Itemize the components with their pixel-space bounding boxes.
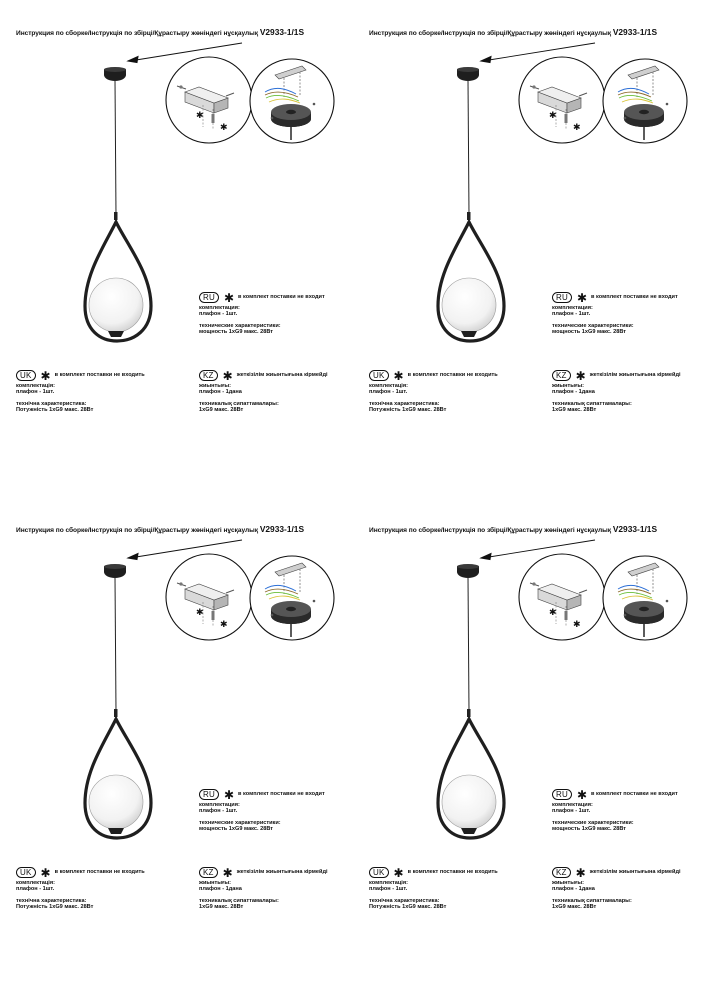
cord bbox=[468, 80, 469, 215]
ru-block bbox=[552, 789, 678, 833]
set-value: плафон - 1шт. bbox=[199, 808, 238, 815]
spec-value: Потужність 1хG9 макс. 28Вт bbox=[16, 407, 94, 414]
kz-badge: KZ bbox=[552, 370, 571, 381]
instruction-panel bbox=[0, 497, 353, 997]
lamp-diagram bbox=[0, 497, 353, 997]
uk-block bbox=[369, 867, 498, 911]
spec-value: Потужність 1хG9 макс. 28Вт bbox=[369, 904, 447, 911]
canopy bbox=[457, 67, 479, 81]
set-label: комплектація: bbox=[16, 880, 55, 886]
spec-value: Потужність 1хG9 макс. 28Вт bbox=[16, 904, 94, 911]
asterisk-marker: ✱ bbox=[196, 110, 204, 120]
canopy bbox=[104, 564, 126, 578]
detail-wiring bbox=[250, 59, 334, 143]
spec-label: технические характеристики: bbox=[199, 819, 281, 826]
set-value: плафон - 1шт. bbox=[369, 886, 408, 893]
spec-value: 1хG9 макс. 28Вт bbox=[199, 904, 244, 911]
spec-value: Потужність 1хG9 макс. 28Вт bbox=[369, 407, 447, 414]
cord bbox=[115, 80, 116, 215]
spec-label: техникалық сипаттамалары: bbox=[199, 400, 279, 407]
instruction-panel bbox=[0, 0, 353, 500]
spec-value: мощность 1хG9 макс. 28Вт bbox=[199, 329, 274, 336]
spec-value: мощность 1хG9 макс. 28Вт bbox=[199, 826, 274, 833]
ru-block bbox=[199, 789, 325, 833]
instruction-panel bbox=[353, 497, 706, 997]
asterisk-marker: ✱ bbox=[549, 607, 557, 617]
set-value: плафон - 1дана bbox=[552, 886, 595, 893]
asterisk-icon: ✱ bbox=[393, 368, 404, 383]
cord-connector bbox=[114, 212, 118, 220]
cord-connector bbox=[467, 212, 471, 220]
spec-label: технічна характеристика: bbox=[369, 400, 440, 407]
cord-connector bbox=[467, 709, 471, 717]
uk-badge: UK bbox=[16, 370, 36, 381]
asterisk-marker: ✱ bbox=[549, 110, 557, 120]
lamp-diagram bbox=[353, 0, 706, 500]
glass-shade bbox=[89, 278, 143, 332]
detail-wiring bbox=[250, 556, 334, 640]
set-label: комплектація: bbox=[16, 383, 55, 389]
detail-bracket bbox=[519, 57, 605, 143]
ru-badge: RU bbox=[552, 789, 572, 800]
set-label: жиынтығы: bbox=[552, 383, 585, 389]
canopy bbox=[457, 564, 479, 578]
asterisk-icon: ✱ bbox=[393, 865, 404, 880]
spec-value: мощность 1хG9 макс. 28Вт bbox=[552, 329, 627, 336]
kz-badge: KZ bbox=[199, 867, 218, 878]
uk-badge: UK bbox=[369, 867, 389, 878]
set-value: плафон - 1шт. bbox=[552, 311, 591, 318]
asterisk-icon: ✱ bbox=[40, 865, 51, 880]
spec-value: 1хG9 макс. 28Вт bbox=[552, 407, 597, 414]
lamp-diagram bbox=[0, 0, 353, 500]
not-included-text: в комплект поставки не входит bbox=[238, 294, 325, 301]
uk-badge: UK bbox=[369, 370, 389, 381]
asterisk-icon: ✱ bbox=[576, 787, 588, 802]
asterisk-icon: ✱ bbox=[223, 787, 235, 802]
set-value: плафон - 1дана bbox=[199, 389, 242, 396]
lamp-diagram bbox=[353, 497, 706, 997]
not-included-text: в комплект поставки не входит bbox=[238, 791, 325, 798]
model-number: V2933-1/1S bbox=[259, 524, 305, 534]
set-value: плафон - 1шт. bbox=[16, 389, 55, 396]
lamp-holder bbox=[461, 331, 477, 337]
uk-block bbox=[16, 370, 145, 414]
ru-badge: RU bbox=[199, 292, 219, 303]
asterisk-marker: ✱ bbox=[220, 619, 228, 629]
kz-block bbox=[552, 370, 681, 414]
lamp-holder bbox=[108, 331, 124, 337]
kz-block bbox=[199, 867, 328, 911]
kz-badge: KZ bbox=[552, 867, 571, 878]
uk-block bbox=[369, 370, 498, 414]
spec-label: техникалық сипаттамалары: bbox=[552, 400, 632, 407]
asterisk-icon: ✱ bbox=[576, 290, 588, 305]
asterisk-icon: ✱ bbox=[575, 865, 586, 880]
lamp-holder bbox=[108, 828, 124, 834]
spec-label: техникалық сипаттамалары: bbox=[552, 897, 632, 904]
asterisk-marker: ✱ bbox=[573, 122, 581, 132]
set-value: плафон - 1дана bbox=[552, 389, 595, 396]
spec-label: технические характеристики: bbox=[199, 322, 281, 329]
asterisk-marker: ✱ bbox=[196, 607, 204, 617]
spec-label: техникалық сипаттамалары: bbox=[199, 897, 279, 904]
spec-value: 1хG9 макс. 28Вт bbox=[199, 407, 244, 414]
set-label: жиынтығы: bbox=[199, 383, 232, 389]
model-number: V2933-1/1S bbox=[612, 27, 658, 37]
set-value: плафон - 1шт. bbox=[552, 808, 591, 815]
set-label: комплектація: bbox=[369, 880, 408, 886]
not-included-text: в комплект поставки не входить bbox=[407, 372, 498, 379]
not-included-text: в комплект поставки не входить bbox=[54, 372, 145, 379]
asterisk-icon: ✱ bbox=[40, 368, 51, 383]
ru-block bbox=[199, 292, 325, 336]
cord bbox=[115, 577, 116, 712]
detail-bracket bbox=[519, 554, 605, 640]
uk-block bbox=[16, 867, 145, 911]
asterisk-icon: ✱ bbox=[222, 865, 233, 880]
set-value: плафон - 1шт. bbox=[199, 311, 238, 318]
not-included-text: в комплект поставки не входит bbox=[591, 791, 678, 798]
spec-value: 1хG9 макс. 28Вт bbox=[552, 904, 597, 911]
spec-value: мощность 1хG9 макс. 28Вт bbox=[552, 826, 627, 833]
detail-wiring bbox=[603, 59, 687, 143]
lamp-holder bbox=[461, 828, 477, 834]
asterisk-icon: ✱ bbox=[575, 368, 586, 383]
detail-bracket bbox=[166, 554, 252, 640]
asterisk-icon: ✱ bbox=[223, 290, 235, 305]
detail-wiring bbox=[603, 556, 687, 640]
instruction-title: Инструкция по сборке/Інструкція по збірці/Құрастыру жөніндегі нұсқаулық V2933-1/1S bbox=[369, 27, 658, 37]
not-included-text: жеткізілім жиынтығына кірмейді bbox=[236, 869, 328, 876]
spec-label: технические характеристики: bbox=[552, 819, 634, 826]
set-label: комплектация: bbox=[552, 802, 593, 808]
asterisk-marker: ✱ bbox=[220, 122, 228, 132]
not-included-text: в комплект поставки не входить bbox=[407, 869, 498, 876]
glass-shade bbox=[442, 775, 496, 829]
spec-label: технічна характеристика: bbox=[16, 400, 87, 407]
spec-label: технические характеристики: bbox=[552, 322, 634, 329]
set-label: комплектация: bbox=[199, 305, 240, 311]
not-included-text: жеткізілім жиынтығына кірмейді bbox=[589, 372, 681, 379]
kz-badge: KZ bbox=[199, 370, 218, 381]
kz-block bbox=[552, 867, 681, 911]
kz-block bbox=[199, 370, 328, 414]
not-included-text: в комплект поставки не входит bbox=[591, 294, 678, 301]
instruction-title: Инструкция по сборке/Інструкція по збірці/Құрастыру жөніндегі нұсқаулық V2933-1/1S bbox=[16, 27, 305, 37]
instruction-title: Инструкция по сборке/Інструкція по збірці/Құрастыру жөніндегі нұсқаулық V2933-1/1S bbox=[369, 524, 658, 534]
set-label: комплектация: bbox=[552, 305, 593, 311]
canopy bbox=[104, 67, 126, 81]
spec-label: технічна характеристика: bbox=[369, 897, 440, 904]
ru-badge: RU bbox=[552, 292, 572, 303]
asterisk-icon: ✱ bbox=[222, 368, 233, 383]
not-included-text: жеткізілім жиынтығына кірмейді bbox=[589, 869, 681, 876]
glass-shade bbox=[89, 775, 143, 829]
set-label: комплектація: bbox=[369, 383, 408, 389]
model-number: V2933-1/1S bbox=[612, 524, 658, 534]
model-number: V2933-1/1S bbox=[259, 27, 305, 37]
set-value: плафон - 1дана bbox=[199, 886, 242, 893]
not-included-text: жеткізілім жиынтығына кірмейді bbox=[236, 372, 328, 379]
uk-badge: UK bbox=[16, 867, 36, 878]
cord bbox=[468, 577, 469, 712]
set-label: жиынтығы: bbox=[199, 880, 232, 886]
instruction-title: Инструкция по сборке/Інструкція по збірці/Құрастыру жөніндегі нұсқаулық V2933-1/1S bbox=[16, 524, 305, 534]
set-label: комплектация: bbox=[199, 802, 240, 808]
glass-shade bbox=[442, 278, 496, 332]
cord-connector bbox=[114, 709, 118, 717]
asterisk-marker: ✱ bbox=[573, 619, 581, 629]
set-value: плафон - 1шт. bbox=[369, 389, 408, 396]
not-included-text: в комплект поставки не входить bbox=[54, 869, 145, 876]
set-label: жиынтығы: bbox=[552, 880, 585, 886]
ru-block bbox=[552, 292, 678, 336]
instruction-panel bbox=[353, 0, 706, 500]
ru-badge: RU bbox=[199, 789, 219, 800]
spec-label: технічна характеристика: bbox=[16, 897, 87, 904]
set-value: плафон - 1шт. bbox=[16, 886, 55, 893]
detail-bracket bbox=[166, 57, 252, 143]
